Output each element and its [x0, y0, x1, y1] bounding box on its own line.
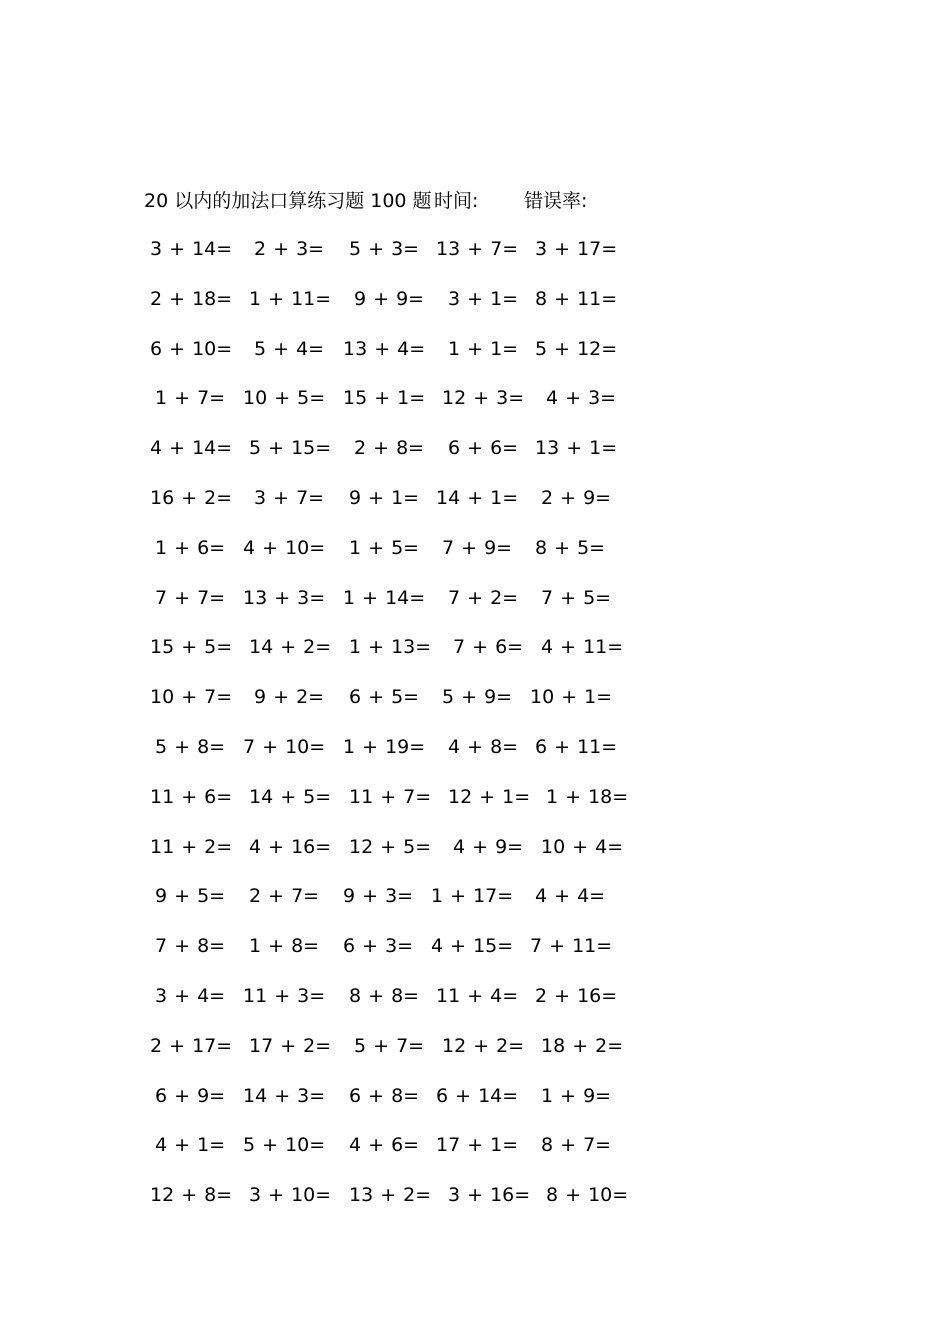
problem-item: 17 + 2= [249, 1034, 332, 1057]
problem-row [0, 284, 950, 334]
problem-item: 8 + 11= [535, 287, 618, 310]
problem-item: 9 + 5= [155, 885, 226, 908]
problem-item: 9 + 1= [349, 486, 420, 509]
problem-item: 6 + 14= [436, 1084, 519, 1107]
problem-item: 12 + 3= [442, 387, 525, 410]
problem-item: 1 + 14= [343, 586, 426, 609]
problem-item: 6 + 3= [343, 935, 414, 958]
problem-item: 7 + 6= [453, 636, 524, 659]
problem-item: 8 + 5= [535, 536, 606, 559]
problem-item: 15 + 1= [343, 387, 426, 410]
problem-item: 3 + 10= [249, 1184, 332, 1207]
problem-item: 4 + 11= [541, 636, 624, 659]
problem-item: 1 + 11= [249, 287, 332, 310]
problem-row [0, 632, 950, 682]
problem-item: 10 + 7= [150, 686, 233, 709]
problem-item: 7 + 11= [530, 935, 613, 958]
problem-item: 1 + 19= [343, 735, 426, 758]
problem-item: 5 + 12= [535, 337, 618, 360]
problem-item: 13 + 3= [243, 586, 326, 609]
problem-row [0, 1180, 950, 1230]
problem-item: 16 + 2= [150, 486, 233, 509]
problem-item: 18 + 2= [541, 1034, 624, 1057]
problem-item: 10 + 4= [541, 835, 624, 858]
problem-item: 1 + 1= [448, 337, 519, 360]
problem-item: 7 + 7= [155, 586, 226, 609]
problem-item: 2 + 7= [249, 885, 320, 908]
problem-item: 2 + 8= [354, 437, 425, 460]
problem-item: 2 + 16= [535, 984, 618, 1007]
problem-item: 1 + 13= [349, 636, 432, 659]
problem-item: 8 + 8= [349, 984, 420, 1007]
problem-row [0, 583, 950, 633]
problem-item: 5 + 3= [349, 238, 420, 260]
problem-item: 17 + 1= [436, 1134, 519, 1157]
problem-row [0, 881, 950, 931]
problem-item: 9 + 9= [354, 287, 425, 310]
problem-item: 4 + 14= [150, 437, 233, 460]
problem-item: 15 + 5= [150, 636, 233, 659]
problem-item: 4 + 8= [448, 735, 519, 758]
problem-row [0, 334, 950, 384]
problem-item: 6 + 10= [150, 337, 233, 360]
problem-item: 7 + 9= [442, 536, 513, 559]
problem-item: 3 + 17= [535, 238, 618, 260]
problem-item: 3 + 4= [155, 984, 226, 1007]
problem-item: 4 + 16= [249, 835, 332, 858]
problem-item: 12 + 1= [448, 785, 531, 808]
problem-item: 4 + 10= [243, 536, 326, 559]
problem-item: 11 + 4= [436, 984, 519, 1007]
problem-item: 13 + 2= [349, 1184, 432, 1207]
worksheet-title: 20 以内的加法口算练习题 100 题 [144, 190, 432, 212]
problem-item: 14 + 2= [249, 636, 332, 659]
problem-item: 5 + 8= [155, 735, 226, 758]
error-rate-label: 错误率: [524, 190, 588, 212]
problem-item: 6 + 8= [349, 1084, 420, 1107]
problem-item: 2 + 3= [254, 238, 325, 260]
problem-item: 14 + 3= [243, 1084, 326, 1107]
problem-row [0, 931, 950, 981]
problem-item: 3 + 14= [150, 238, 233, 260]
problem-item: 7 + 10= [243, 735, 326, 758]
problem-item: 3 + 16= [448, 1184, 531, 1207]
problem-item: 2 + 9= [541, 486, 612, 509]
problem-item: 4 + 4= [535, 885, 606, 908]
problem-item: 2 + 18= [150, 287, 233, 310]
problem-item: 14 + 5= [249, 785, 332, 808]
problem-item: 13 + 4= [343, 337, 426, 360]
problem-item: 8 + 7= [541, 1134, 612, 1157]
problem-item: 1 + 17= [431, 885, 514, 908]
problem-item: 1 + 18= [546, 785, 629, 808]
problem-row [0, 832, 950, 882]
problem-item: 12 + 5= [349, 835, 432, 858]
problem-item: 10 + 5= [243, 387, 326, 410]
problem-item: 12 + 2= [442, 1034, 525, 1057]
problem-item: 13 + 1= [535, 437, 618, 460]
problem-item: 10 + 1= [530, 686, 613, 709]
problem-row [0, 782, 950, 832]
problem-item: 4 + 15= [431, 935, 514, 958]
problem-item: 4 + 1= [155, 1134, 226, 1157]
problem-item: 3 + 1= [448, 287, 519, 310]
problem-item: 5 + 4= [254, 337, 325, 360]
problem-item: 1 + 8= [249, 935, 320, 958]
problem-item: 7 + 8= [155, 935, 226, 958]
problem-item: 5 + 10= [243, 1134, 326, 1157]
problem-item: 6 + 5= [349, 686, 420, 709]
problem-item: 2 + 17= [150, 1034, 233, 1057]
problem-item: 13 + 7= [436, 238, 519, 260]
problem-item: 7 + 5= [541, 586, 612, 609]
time-label: 时间: [434, 190, 479, 212]
problem-item: 5 + 15= [249, 437, 332, 460]
problem-item: 1 + 9= [541, 1084, 612, 1107]
problem-item: 1 + 7= [155, 387, 226, 410]
problem-item: 6 + 11= [535, 735, 618, 758]
problem-item: 5 + 7= [354, 1034, 425, 1057]
problem-row [0, 1031, 950, 1081]
problem-item: 12 + 8= [150, 1184, 233, 1207]
problem-item: 5 + 9= [442, 686, 513, 709]
problem-row [0, 234, 950, 284]
worksheet-header [144, 186, 587, 216]
problem-item: 9 + 3= [343, 885, 414, 908]
problem-row [0, 1130, 950, 1180]
problem-item: 6 + 9= [155, 1084, 226, 1107]
problem-item: 1 + 6= [155, 536, 226, 559]
problem-item: 14 + 1= [436, 486, 519, 509]
problem-item: 8 + 10= [546, 1184, 629, 1207]
problem-item: 11 + 2= [150, 835, 233, 858]
problem-row [0, 981, 950, 1031]
problem-item: 4 + 3= [546, 387, 617, 410]
problem-row [0, 682, 950, 732]
problem-row [0, 1081, 950, 1131]
problem-item: 1 + 5= [349, 536, 420, 559]
problem-item: 4 + 6= [349, 1134, 420, 1157]
problem-item: 9 + 2= [254, 686, 325, 709]
problem-item: 11 + 6= [150, 785, 233, 808]
problem-row [0, 533, 950, 583]
problem-row [0, 483, 950, 533]
problem-grid [0, 234, 950, 1230]
problem-item: 11 + 3= [243, 984, 326, 1007]
problem-row [0, 732, 950, 782]
problem-item: 7 + 2= [448, 586, 519, 609]
problem-item: 4 + 9= [453, 835, 524, 858]
problem-item: 6 + 6= [448, 437, 519, 460]
problem-row [0, 433, 950, 483]
problem-item: 11 + 7= [349, 785, 432, 808]
problem-row [0, 383, 950, 433]
problem-item: 3 + 7= [254, 486, 325, 509]
